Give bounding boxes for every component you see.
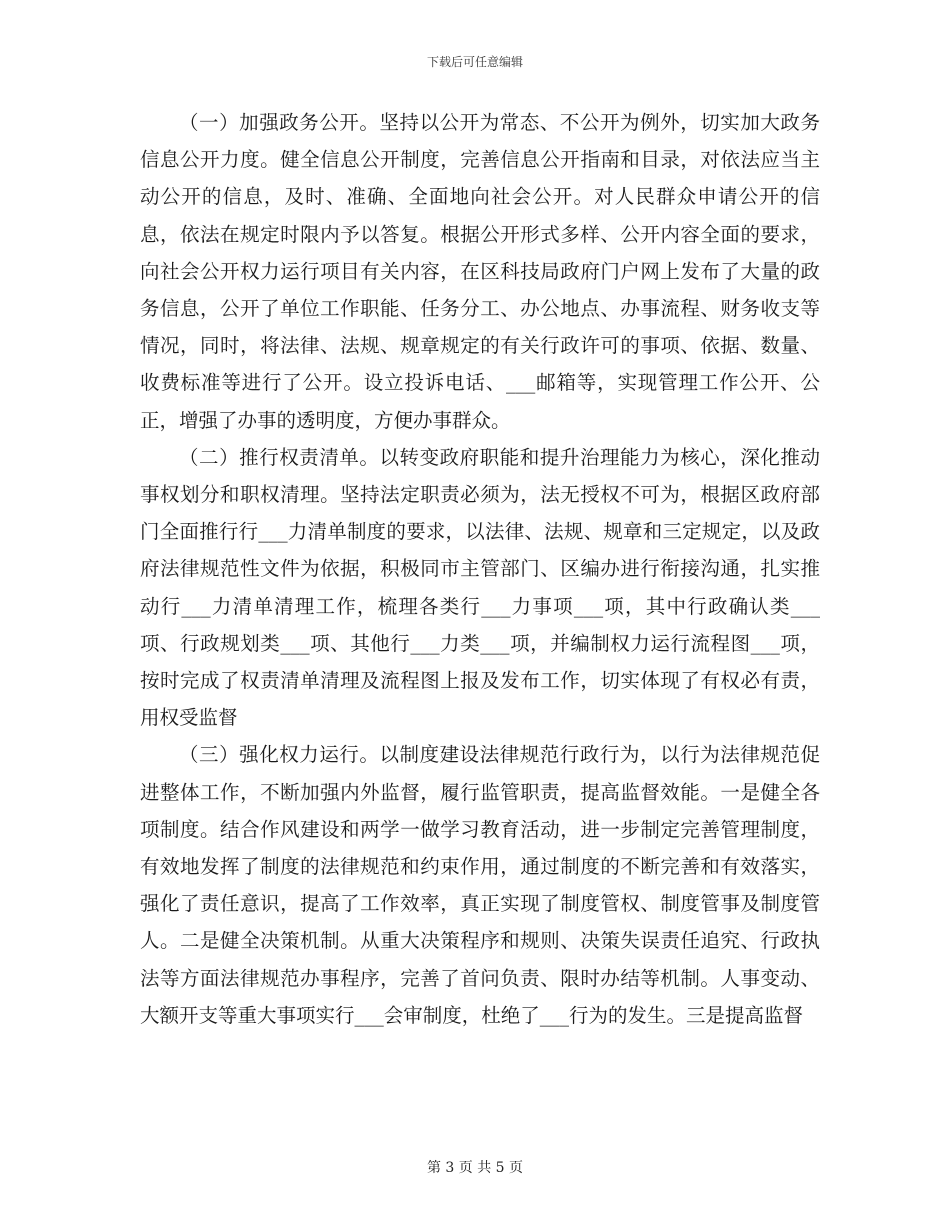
paragraph-government-affairs-disclosure: （一）加强政务公开。坚持以公开为常态、不公开为例外，切实加大政务信息公开力度。健全信息公开制度，完善信息公开指南和目录，对依法应当主动公开的信息，及时、准确、全面地向社会公开。对人民群众申请公开的信息，依法在规定时限内予以答复。根据公开形式多样、公开内容全面的要求，向社会公开权力运行项目有关内容，在区科技局政府门户网上发布了大量的政务信息，公开了单位工作职能、任务分工、办公地点、办事流程、财务收支等情况，同时，将法律、法规、规章规定的有关行政许可的事项、依据、数量、收费标准等进行了公开。设立投诉电话、___邮箱等，实现管理工作公开、公正，增强了办事的透明度，方便办事群众。 — [140, 111, 820, 432]
document-body — [140, 104, 820, 1034]
paragraph-power-operation: （三）强化权力运行。以制度建设法律规范行政行为，以行为法律规范促进整体工作，不断加强内外监督，履行监管职责，提高监督效能。一是健全各项制度。结合作风建设和两学一做学习教育活动，进一步制定完善管理制度，有效地发挥了制度的法律规范和约束作用，通过制度的不断完善和有效落实，强化了责任意识，提高了工作效率，真正实现了制度管权、制度管事及制度管人。二是健全决策机制。从重大决策程序和规则、决策失误责任追究、行政执法等方面法律规范办事程序，完善了首问负责、限时办结等机制。人事变动、大额开支等重大事项实行___会审制度，杜绝了___行为的发生。三是提高监督 — [140, 743, 820, 1027]
page-header: 下载后可任意编辑 — [426, 55, 523, 69]
paragraph-power-responsibility-list: （二）推行权责清单。以转变政府职能和提升治理能力为核心，深化推动事权划分和职权清理。坚持法定职责必须为，法无授权不可为，根据区政府部门全面推行行___力清单制度的要求，以法律、法规、规章和三定规定，以及政府法律规范性文件为依据，积极同市主管部门、区编办进行衔接沟通，扎实推动行___力清单清理工作，梳理各类行___力事项___项，其中行政确认类___项、行政规划类___项、其他行___力类___项，并编制权力运行流程图___项，按时完成了权责清单清理及流程图上报及发布工作，切实体现了有权必有责，用权受监督 — [140, 445, 820, 730]
page-footer: 第 3 页 共 5 页 — [426, 1160, 524, 1176]
